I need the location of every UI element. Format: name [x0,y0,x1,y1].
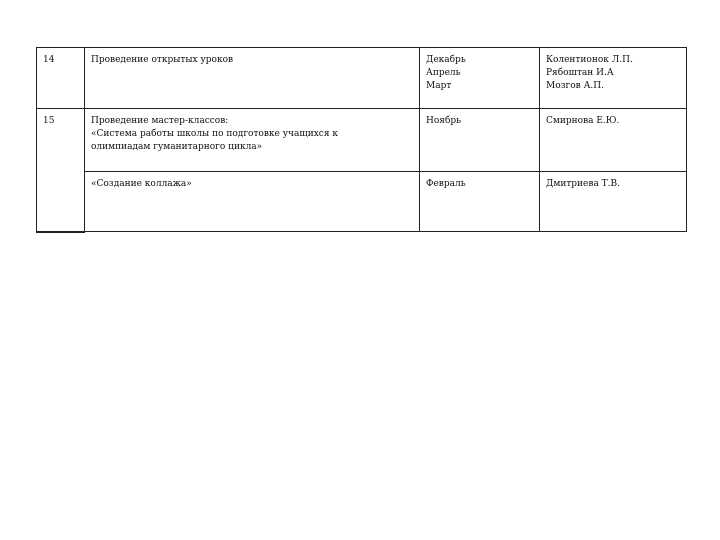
date-cell [420,172,540,232]
table-row [37,48,687,109]
responsible-line: Смирнова Е.Ю. [546,116,620,126]
responsible-cell [540,48,687,109]
date-line: Март [426,81,452,91]
row-number-text: 15 [43,116,55,126]
responsible-line: Рябоштан И.А [546,68,614,78]
activity-cell [85,109,420,172]
row-number [37,48,85,109]
date-cell [420,48,540,109]
activity-line: Проведение открытых уроков [91,55,234,65]
events-table [36,47,687,233]
responsible-cell [540,172,687,232]
row-number [37,109,85,232]
table-row [37,172,687,232]
responsible-line: Мозгов А.П. [546,81,604,91]
table-row [37,109,687,172]
activity-line: олимпиадам гуманитарного цикла» [91,142,263,152]
date-cell [420,109,540,172]
activity-line: «Создание коллажа» [91,179,192,189]
activity-cell [85,48,420,109]
row-number-text: 14 [43,55,55,65]
activity-cell [85,172,420,232]
activity-line: «Система работы школы по подготовке учащихся к [91,129,338,139]
activity-line: Проведение мастер-классов: [91,116,229,126]
date-line: Апрель [426,68,461,78]
responsible-line: Колентионок Л.П. [546,55,633,65]
date-line: Ноябрь [426,116,462,126]
date-line: Февраль [426,179,466,189]
responsible-line: Дмитриева Т.В. [546,179,621,189]
date-line: Декабрь [426,55,466,65]
responsible-cell [540,109,687,172]
